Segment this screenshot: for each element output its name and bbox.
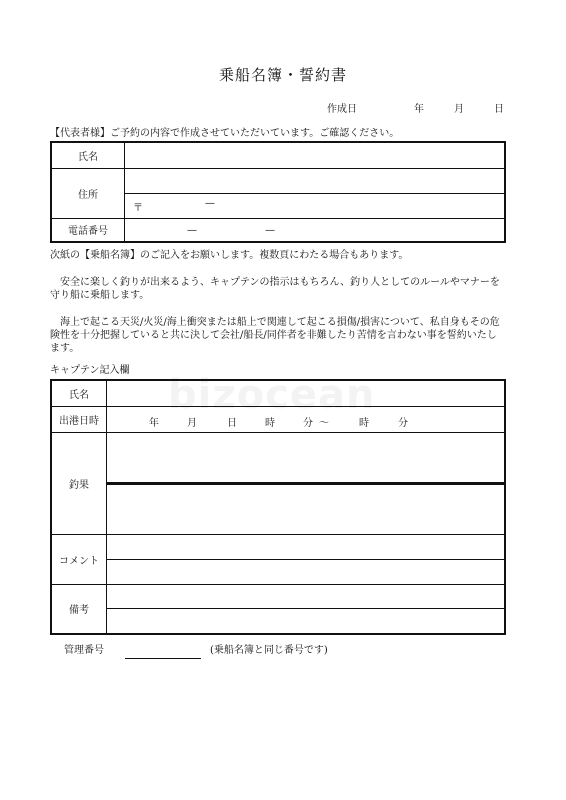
- return-minute: 分: [398, 417, 408, 429]
- phone-field[interactable]: [125, 218, 506, 242]
- phone-dash-2: —: [265, 224, 275, 236]
- date-month: 月: [454, 104, 464, 115]
- departure-label: 出港日時: [51, 406, 107, 432]
- departure-day: 日: [227, 417, 237, 429]
- captain-name-label: 氏名: [51, 380, 107, 406]
- management-note: (乗船名簿と同じ番号です): [210, 645, 328, 656]
- name-field[interactable]: [125, 142, 506, 168]
- captain-heading: キャプテン記入欄: [50, 365, 130, 376]
- phone-label: 電話番号: [51, 218, 125, 242]
- date-day: 日: [494, 104, 504, 115]
- postal-dash: —: [205, 197, 215, 209]
- paragraph-3: 海上で起こる天災/火災/海上衝突または船上で関連して起こる損傷/損害について、私自身もその危険性を十分把握していると共に決して会社/船長/同伴者を非難したり苦情を言わない事を誓約いたします。: [50, 317, 500, 354]
- notes-label: 備考: [51, 584, 107, 634]
- departure-field[interactable]: [107, 406, 506, 432]
- comment-field[interactable]: [107, 534, 506, 584]
- departure-month: 月: [187, 417, 197, 429]
- departure-tilde: 〜: [319, 417, 329, 429]
- comment-label: コメント: [51, 534, 107, 584]
- date-label: 作成日: [327, 104, 357, 115]
- postal-mark: 〒: [133, 202, 143, 214]
- address-field[interactable]: [125, 168, 506, 218]
- paragraph-2: 安全に楽しく釣りが出来るよう、キャプテンの指示はもちろん、釣り人としてのルールやマナーを守り船に乗船します。: [50, 277, 500, 301]
- notes-field[interactable]: [107, 584, 506, 634]
- page-title: 乗船名簿・誓約書: [218, 66, 347, 84]
- captain-form: [50, 379, 506, 635]
- departure-year: 年: [149, 417, 159, 429]
- representative-form: [50, 141, 506, 243]
- address-label: 住所: [51, 168, 125, 218]
- catch-label: 釣果: [51, 432, 107, 534]
- departure-hour: 時: [265, 417, 275, 429]
- paragraph-1: 次紙の【乗船名簿】のご記入をお願いします。複数頁にわたる場合もあります。: [50, 250, 409, 261]
- date-year: 年: [414, 104, 424, 115]
- phone-dash-1: —: [187, 224, 197, 236]
- intro-text: 【代表者様】ご予約の内容で作成させていただいています。ご確認ください。: [50, 128, 400, 139]
- departure-minute: 分: [303, 417, 313, 429]
- management-label: 管理番号: [64, 645, 104, 656]
- catch-field[interactable]: [107, 432, 506, 534]
- captain-name-field[interactable]: [107, 380, 506, 406]
- return-hour: 時: [359, 417, 369, 429]
- watermark: bizocean: [168, 372, 376, 418]
- date-row: [0, 100, 566, 114]
- management-number-field[interactable]: [125, 658, 201, 659]
- name-label: 氏名: [51, 142, 125, 168]
